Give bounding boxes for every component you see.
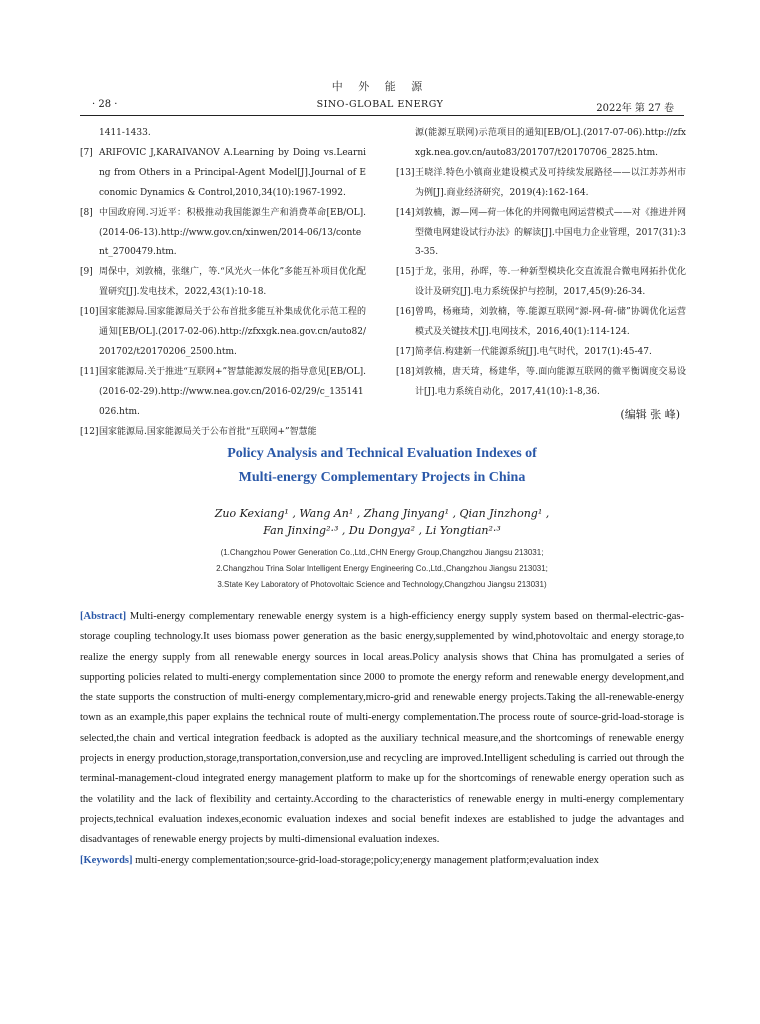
reference-text: 刘敦楠，源—网—荷一体化的并网微电网运营模式——对《推进并网型微电网建设试行办法》的解读[J].中国电力企业管理，2017(31):33-35. — [415, 207, 686, 258]
reference-number: [7] — [80, 147, 93, 158]
reference-number: [14] — [396, 207, 415, 218]
keywords-label: [Keywords] — [80, 854, 133, 866]
reference-item — [396, 363, 686, 403]
reference-number: [16] — [396, 307, 415, 318]
affiliation-line: 2.Changzhou Trina Solar Intelligent Energy Engineering Co.,Ltd.,Changzhou Jiangsu 213031; — [216, 564, 548, 573]
reference-text: 国家能源局.国家能源局关于公布首批多能互补集成优化示范工程的通知[EB/OL].(2017-02-06).http://zfxxgk.nea.gov.cn/auto82/201702/t20170206_2500.htm. — [99, 307, 366, 357]
keywords-text: multi-energy complementation;source-grid-load-storage;policy;energy management platform;evaluation index — [135, 854, 599, 866]
authors-line-1: Zuo Kexiang¹ , Wang An¹ , Zhang Jinyang¹ , Qian Jinzhong¹ , — [214, 507, 550, 520]
reference-number: [13] — [396, 167, 415, 178]
title-line-1: Policy Analysis and Technical Evaluation Indexes of — [227, 446, 537, 461]
reference-item — [80, 124, 366, 144]
reference-text: 简孝信.构建新一代能源系统[J].电气时代，2017(1):45-47. — [415, 346, 652, 357]
reference-number: [15] — [396, 267, 415, 278]
keywords-paragraph — [80, 851, 684, 871]
reference-text: 源(能源互联网)示范项目的通知[EB/OL].(2017-07-06).http://zfxxgk.nea.gov.cn/auto83/201707/t20170706_2825.htm. — [415, 128, 686, 158]
header-rule — [80, 115, 684, 116]
reference-number: [12] — [80, 426, 99, 437]
reference-number: [17] — [396, 346, 415, 357]
abstract-label: [Abstract] — [80, 611, 127, 622]
paper-title — [80, 442, 684, 490]
page-number: · 28 · — [92, 99, 118, 110]
reference-item — [80, 144, 366, 204]
reference-item — [80, 263, 366, 303]
references-left-column — [80, 124, 366, 443]
affiliation-line: 3.State Key Laboratory of Photovoltaic Science and Technology,Changzhou Jiangsu 213031) — [217, 580, 547, 589]
affiliation-line: (1.Changzhou Power Generation Co.,Ltd.,CHN Energy Group,Changzhou Jiangsu 213031; — [220, 548, 544, 557]
reference-item — [80, 303, 366, 363]
reference-text: 国家能源局.关于推进“互联网+”智慧能源发展的指导意见[EB/OL].(2016-02-29).http://www.nea.gov.cn/2016-02/29/c_135141026.htm. — [99, 366, 366, 417]
reference-item — [396, 343, 686, 363]
abstract-text: Multi-energy complementary renewable energy system is a high-efficiency energy supply system based on thermal-electric-gas-storage coupling technology.It uses biomass power generation as the basic energy,supplemented by wind,photovoltaic and energy storage,to realize the energy supply from all renewable energy sources in local areas.Policy analysis shows that China has promulgated a series of supporting policies related to multi-energy complementation since 2000 to promote the energy reform and renewable energy development,and the state supports the construction of multi-energy complementary,micro-grid and renewable energy projects.Taking the all-renewable-energy town as an example,this paper explains the technical route of multi-energy complementation.The process route of source-grid-load-storage is selected,the chain and vertical integration feedback is adopted as the auxiliary technical measure,and the shortcomings of renewable energy projects in energy production,storage,transportation,conversion,use and recycling are improved.Intelligent scheduling is carried out through the terminal-management-cloud integrated energy management platform to make up for the shortcomings of renewable energy operation such as the volatility and the lack of flexibility and certainty.According to the characteristics of renewable energy in multi-energy complementary projects,technical evaluation indexes,economic evaluation indexes and social benefit indexes are established to judge the advantages and disadvantages of renewable energy projects by multi-dimensional evaluation indexes. — [80, 611, 684, 846]
abstract-paragraph — [80, 607, 684, 851]
reference-text: 中国政府网.习近平：积极推动我国能源生产和消费革命[EB/OL].(2014-06-13).http://www.gov.cn/xinwen/2014-06/13/content_2700479.htm. — [99, 207, 366, 258]
reference-text: 国家能源局.国家能源局关于公布首批“互联网+”智慧能 — [99, 426, 317, 437]
reference-item — [396, 164, 686, 204]
journal-name-en: SINO-GLOBAL ENERGY — [316, 99, 444, 110]
reference-text: 1411-1433. — [99, 128, 151, 138]
authors-line-2: Fan Jinxing²·³ , Du Dongya² , Li Yongtian²·³ — [263, 524, 501, 537]
reference-text: 王晓洋.特色小镇商业建设模式及可持续发展路径——以江苏苏州市为例[J].商业经济研究，2019(4):162-164. — [415, 167, 686, 198]
editor-credit: (编辑 张 峰) — [620, 407, 680, 421]
reference-text: 刘敦楠，唐天琦，杨建华，等.面向能源互联网的微平衡调度交易设计[J].电力系统自动化，2017,41(10):1-8,36. — [415, 366, 686, 397]
reference-text: 周保中，刘敦楠，张继广，等.“风光火一体化”多能互补项目优化配置研究[J].发电技术，2022,43(1):10-18. — [99, 267, 366, 298]
abstract-section — [80, 607, 684, 871]
reference-item — [396, 124, 686, 164]
reference-number: [10] — [80, 307, 99, 318]
reference-item — [80, 204, 366, 264]
reference-number: [11] — [80, 366, 99, 377]
reference-item — [80, 423, 366, 443]
reference-item — [80, 363, 366, 423]
reference-text: 曾鸣，杨雍琦，刘敦楠，等.能源互联网“源-网-荷-储”协调优化运营模式及关键技术[J].电网技术，2016,40(1):114-124. — [415, 307, 686, 338]
reference-item — [396, 204, 686, 264]
issue-info: 2022年 第 27 卷 — [596, 103, 674, 114]
authors — [80, 505, 684, 539]
reference-item — [396, 263, 686, 303]
reference-number: [8] — [80, 207, 93, 218]
reference-number: [18] — [396, 366, 415, 377]
journal-name-cn: 中 外 能 源 — [331, 80, 429, 93]
reference-number: [9] — [80, 267, 93, 278]
reference-text: ARIFOVIC J,KARAIVANOV A.Learning by Doing vs.Learning from Others in a Principal-Agent Model[J].Journal of Economic Dynamics & Control,2010,34(10):1967-1992. — [99, 147, 366, 198]
reference-text: 于龙，张用，孙晖，等.一种新型模块化交直流混合微电网拓扑优化设计及研究[J].电力系统保护与控制，2017,45(9):26-34. — [415, 267, 686, 298]
references-right-column — [396, 124, 686, 425]
title-line-2: Multi-energy Complementary Projects in China — [238, 470, 526, 485]
reference-item — [396, 303, 686, 343]
affiliations — [80, 545, 684, 593]
